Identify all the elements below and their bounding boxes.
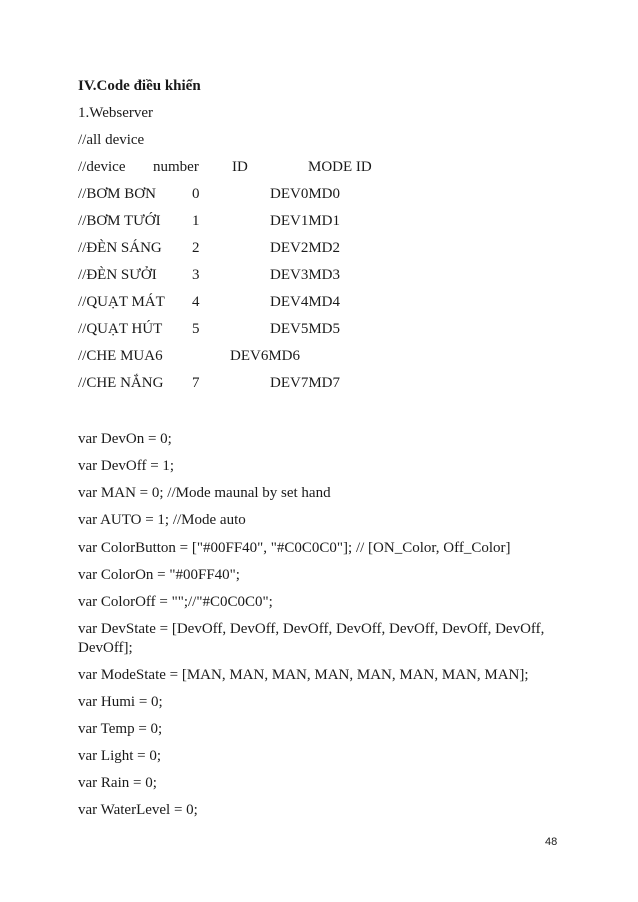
code-line: var MAN = 0; //Mode maunal by set hand [78, 485, 331, 501]
device-table-header [0, 158, 638, 176]
header-number: number [153, 159, 199, 175]
device-id: DEV4MD4 [270, 294, 340, 310]
device-row [0, 347, 638, 365]
device-name: //QUẠT MÁT [78, 294, 165, 310]
device-row [0, 293, 638, 311]
device-row [0, 374, 638, 392]
device-name: //BƠM TƯỚI [78, 213, 161, 229]
code-line: var Temp = 0; [78, 721, 163, 737]
code-line: var Humi = 0; [78, 694, 163, 710]
code-line: var Light = 0; [78, 748, 162, 764]
device-name: //QUẠT HÚT [78, 321, 163, 337]
code-line: var ModeState = [MAN, MAN, MAN, MAN, MAN, MAN, MAN, MAN]; [78, 667, 529, 683]
device-number: 7 [192, 375, 200, 391]
device-id: DEV5MD5 [270, 321, 340, 337]
device-id: DEV0MD0 [270, 186, 340, 202]
code-line: var ColorButton = ["#00FF40", "#C0C0C0"]; // [ON_Color, Off_Color] [78, 540, 511, 556]
device-id: DEV6MD6 [230, 348, 300, 364]
code-line: var Rain = 0; [78, 775, 157, 791]
code-line: var ColorOff = "";//"#C0C0C0"; [78, 594, 273, 610]
device-name: //ĐÈN SÁNG [78, 240, 162, 256]
header-device: //device [78, 159, 126, 175]
code-line: var DevOff = 1; [78, 458, 175, 474]
device-name: //CHE NẮNG [78, 375, 164, 391]
device-id: DEV2MD2 [270, 240, 340, 256]
section-heading: IV.Code điều khiển [78, 78, 201, 94]
device-id: DEV1MD1 [270, 213, 340, 229]
device-number: 5 [192, 321, 200, 337]
device-name: //CHE MUA6 [78, 348, 163, 364]
page-number: 48 [545, 836, 558, 848]
device-name: //ĐÈN SƯỞI [78, 267, 157, 283]
device-id: DEV3MD3 [270, 267, 340, 283]
device-row [0, 266, 638, 284]
subsection-heading: 1.Webserver [78, 105, 154, 121]
device-row [0, 212, 638, 230]
header-mode-id: MODE ID [308, 159, 372, 175]
code-line: var AUTO = 1; //Mode auto [78, 512, 246, 528]
device-row [0, 185, 638, 203]
header-id: ID [232, 159, 248, 175]
device-number: 3 [192, 267, 200, 283]
code-line-continuation: DevOff]; [78, 640, 133, 656]
code-line: var DevOn = 0; [78, 431, 172, 447]
device-row [0, 239, 638, 257]
comment-line: //all device [78, 132, 145, 148]
device-id: DEV7MD7 [270, 375, 340, 391]
device-number: 4 [192, 294, 200, 310]
device-number: 1 [192, 213, 200, 229]
code-line: var DevState = [DevOff, DevOff, DevOff, DevOff, DevOff, DevOff, DevOff, [78, 621, 545, 637]
device-number: 2 [192, 240, 200, 256]
device-number: 0 [192, 186, 200, 202]
code-line: var ColorOn = "#00FF40"; [78, 567, 240, 583]
device-name: //BƠM BƠN [78, 186, 156, 202]
code-line: var WaterLevel = 0; [78, 802, 198, 818]
device-row [0, 320, 638, 338]
